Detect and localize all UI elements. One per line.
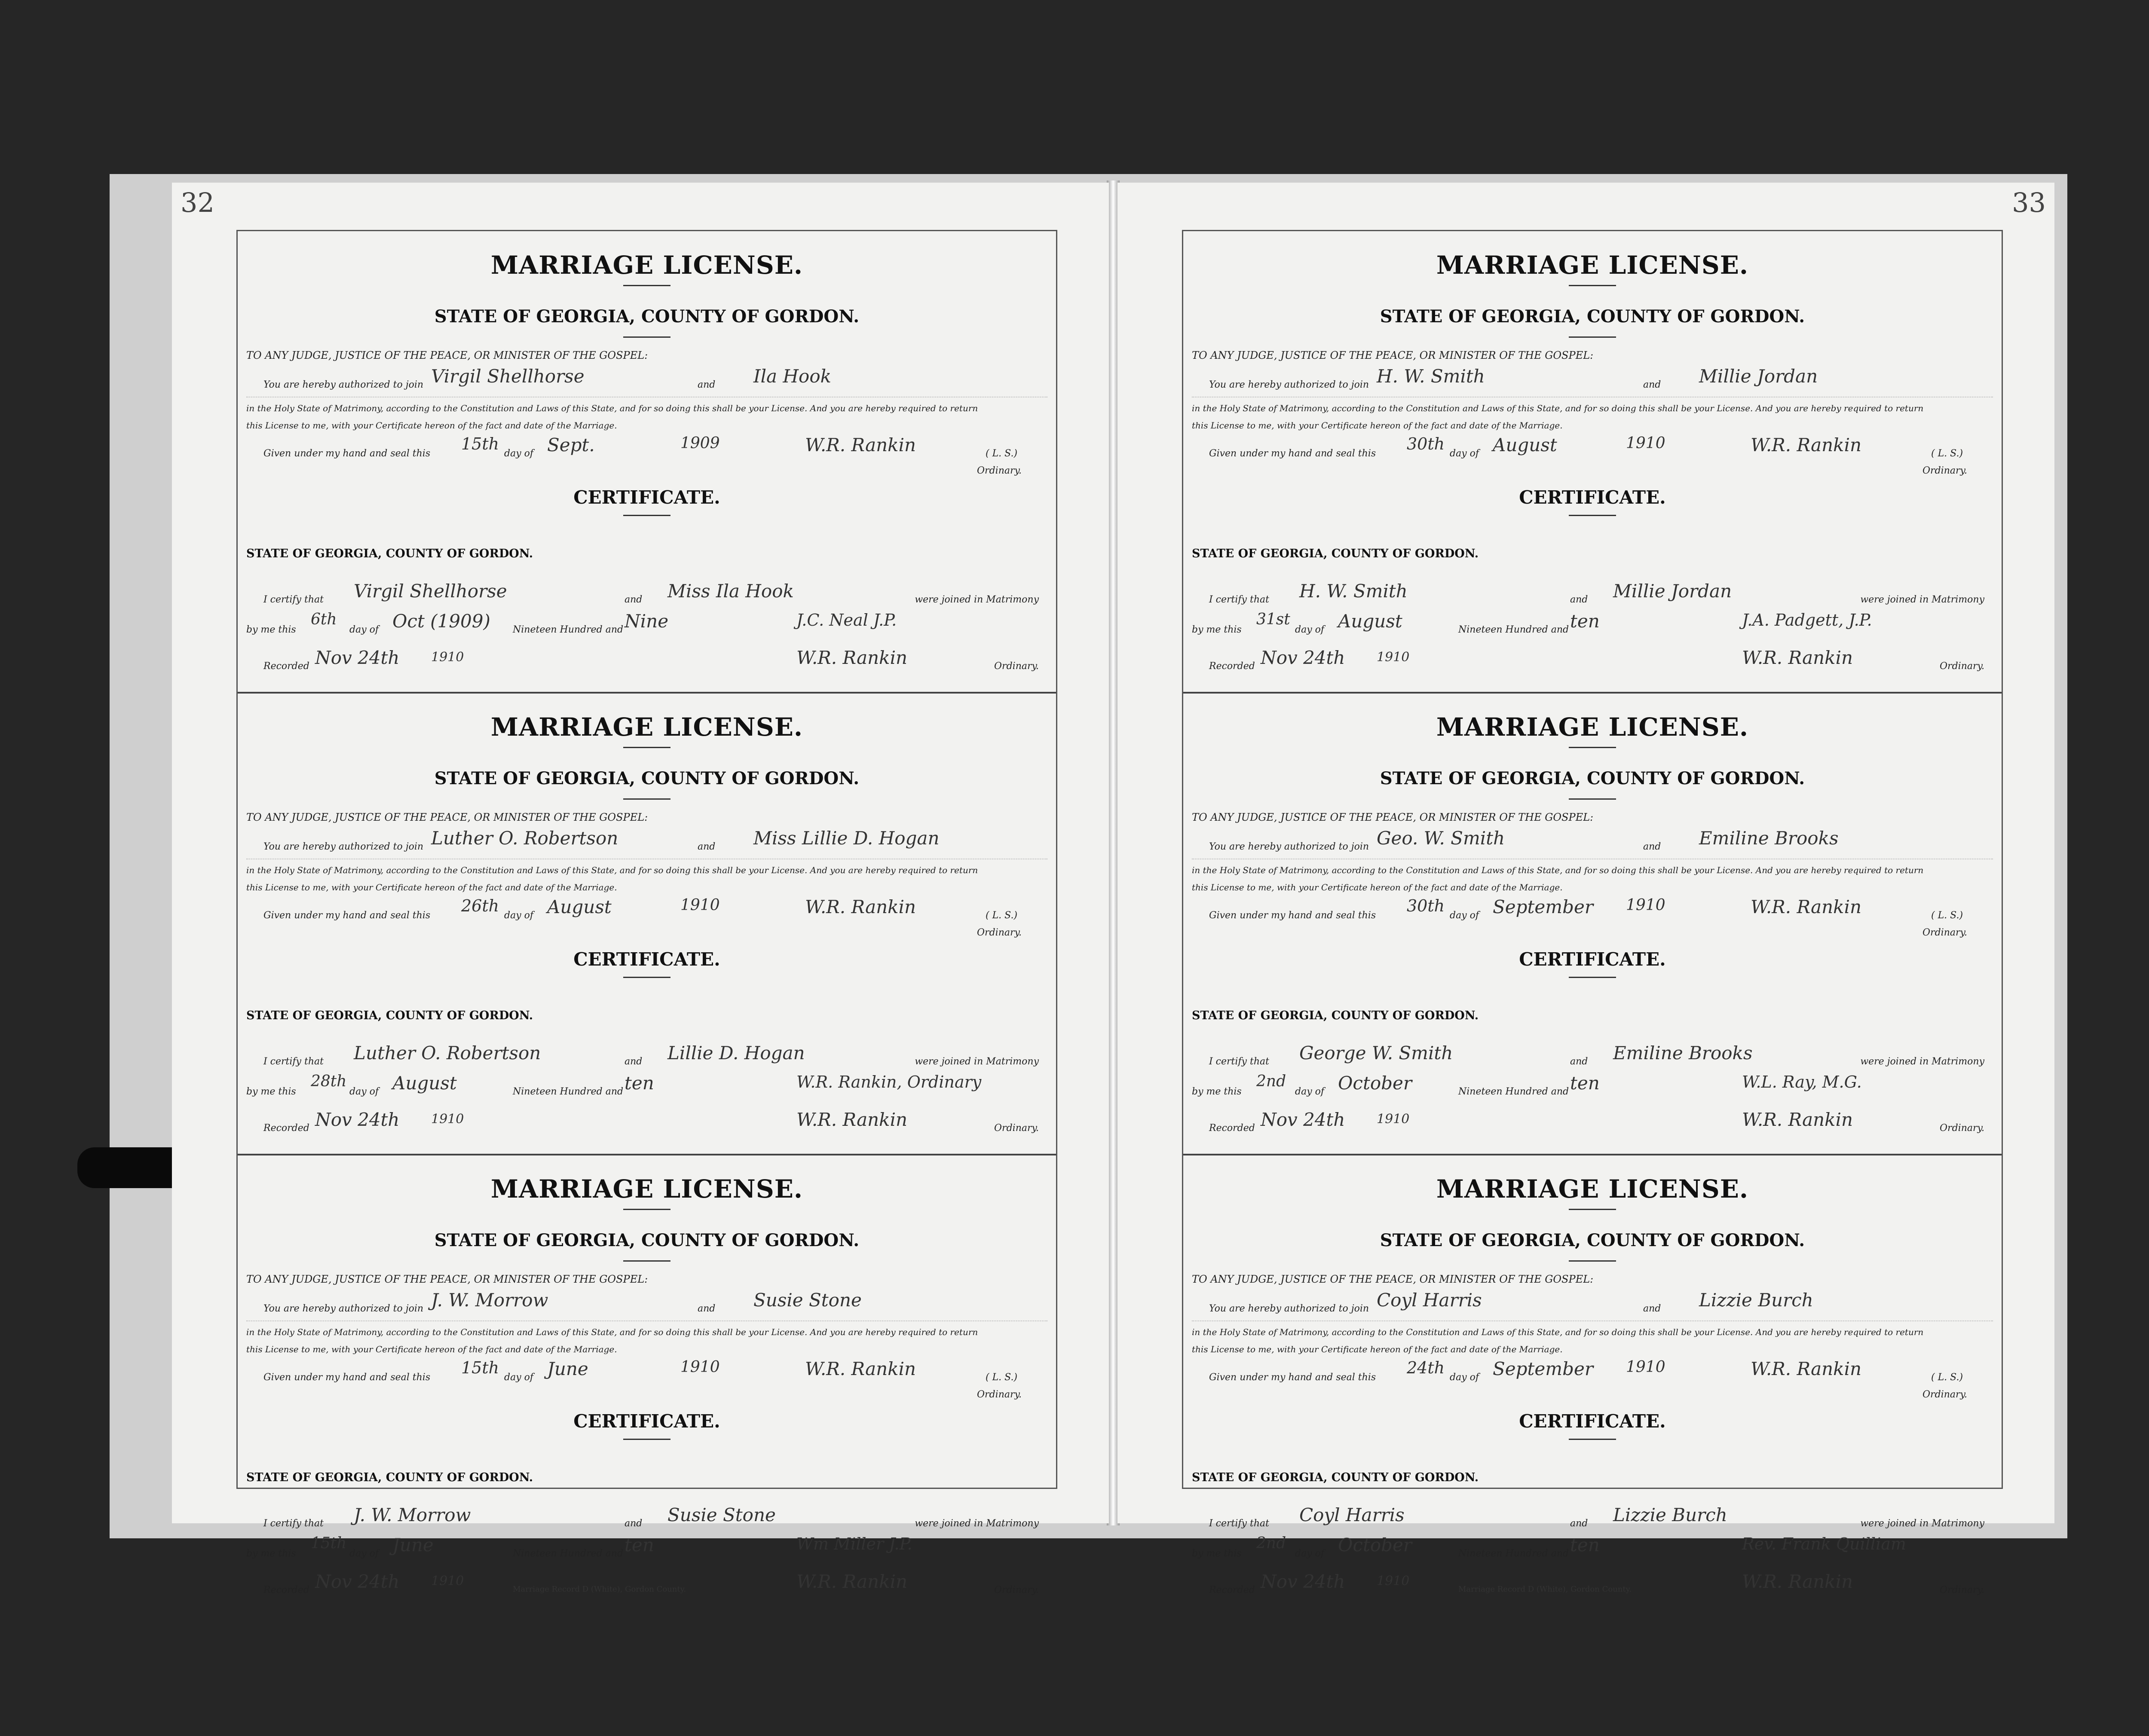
certify-text: I certify that: [1209, 1056, 1269, 1067]
certificate-year-word: ten: [1570, 1534, 1600, 1556]
certificate-month: August: [1338, 611, 1402, 632]
nineteen-hundred-text: Nineteen Hundred and: [1458, 624, 1569, 635]
certificate-year-word: ten: [1570, 611, 1600, 632]
certificate-title: CERTIFICATE.: [1519, 949, 1666, 970]
and-text: and: [1643, 841, 1661, 852]
license-entry: [1183, 693, 2002, 1153]
certificate-state-header: STATE OF GEORGIA, COUNTY OF GORDON.: [1192, 1471, 1479, 1484]
day-of-text: day of: [504, 910, 534, 921]
certificate-month: October: [1338, 1073, 1412, 1094]
groom-name: H. W. Smith: [1377, 366, 1485, 387]
ls-seal-text: ( L. S.): [1931, 910, 1963, 921]
certificate-year-word: ten: [1570, 1073, 1600, 1094]
ordinary-label: Ordinary.: [1922, 465, 1967, 476]
state-header: STATE OF GEORGIA, COUNTY OF GORDON.: [434, 1230, 860, 1250]
license-title: MARRIAGE LICENSE.: [490, 251, 803, 280]
license-month: August: [1493, 434, 1557, 455]
recorded-signature: W.R. Rankin: [1742, 1571, 1853, 1592]
groom-name: J. W. Morrow: [431, 1290, 548, 1311]
joined-text: were joined in Matrimony: [915, 1056, 1039, 1067]
right-page-forms: [1182, 230, 2003, 1595]
bride-name: Emiline Brooks: [1699, 828, 1839, 849]
certificate-state-header: STATE OF GEORGIA, COUNTY OF GORDON.: [246, 1471, 533, 1484]
groom-name: Luther O. Robertson: [431, 828, 618, 849]
certificate-rule: [623, 1439, 670, 1440]
title-rule: [623, 1209, 670, 1210]
state-header: STATE OF GEORGIA, COUNTY OF GORDON.: [434, 768, 860, 789]
day-of-text: day of: [1450, 1372, 1479, 1383]
authorized-text: You are hereby authorized to join: [1209, 841, 1369, 852]
title-rule: [623, 747, 670, 748]
recorded-year: 1910: [1377, 1112, 1410, 1127]
certify-text: I certify that: [1209, 594, 1269, 605]
ordinary-label: Ordinary.: [1940, 1123, 1984, 1134]
license-month: September: [1493, 896, 1593, 917]
certificate-groom: Luther O. Robertson: [354, 1042, 541, 1064]
by-me-text: by me this: [246, 1548, 296, 1559]
certificate-state-header: STATE OF GEORGIA, COUNTY OF GORDON.: [1192, 547, 1479, 560]
ordinary-label: Ordinary.: [977, 927, 1022, 938]
ls-seal-text: ( L. S.): [986, 910, 1018, 921]
joined-text: were joined in Matrimony: [1860, 1518, 1984, 1529]
to-any-judge-text: TO ANY JUDGE, JUSTICE OF THE PEACE, OR MINISTER OF THE GOSPEL:: [246, 1273, 648, 1285]
certificate-bride: Emiline Brooks: [1613, 1042, 1753, 1064]
certificate-month: Oct (1909): [392, 611, 490, 632]
left-page-forms: [236, 230, 1057, 1595]
certificate-year-word: ten: [624, 1534, 654, 1556]
recorded-text: Recorded: [263, 1585, 309, 1595]
joined-text: were joined in Matrimony: [1860, 1056, 1984, 1067]
license-day: 30th: [1407, 896, 1445, 915]
and-text: and: [698, 1303, 716, 1314]
certificate-day: 2nd: [1256, 1073, 1286, 1090]
certificate-title: CERTIFICATE.: [1519, 1411, 1666, 1432]
certificate-day: 2nd: [1256, 1534, 1286, 1552]
title-rule: [623, 285, 670, 286]
certificate-year-word: Nine: [624, 611, 669, 632]
recorded-signature: W.R. Rankin: [796, 1571, 908, 1592]
authorized-text: You are hereby authorized to join: [1209, 379, 1369, 390]
day-of-text: day of: [1295, 1086, 1325, 1097]
license-year: 1910: [680, 896, 720, 914]
license-month: August: [547, 896, 612, 917]
by-me-text: by me this: [246, 624, 296, 635]
ls-seal-text: ( L. S.): [1931, 448, 1963, 459]
given-text: Given under my hand and seal this: [1209, 910, 1376, 921]
certify-text: I certify that: [263, 1056, 324, 1067]
certificate-title: CERTIFICATE.: [573, 949, 720, 970]
and-text: and: [1643, 379, 1661, 390]
recorded-text: Recorded: [263, 661, 309, 672]
license-return-text: this License to me, with your Certificate hereon of the fact and date of the Marriage.: [1192, 1344, 1563, 1354]
state-rule: [623, 1260, 670, 1262]
left-page: [172, 183, 1109, 1595]
license-entry: [238, 231, 1056, 691]
ordinary-label: Ordinary.: [1940, 1585, 1984, 1595]
recorded-date: Nov 24th: [315, 1109, 400, 1130]
officiant-signature: W.L. Ray, M.G.: [1742, 1073, 1862, 1091]
state-rule: [623, 798, 670, 800]
day-of-text: day of: [1450, 448, 1479, 459]
license-entry: [1183, 1155, 2002, 1615]
license-title: MARRIAGE LICENSE.: [1436, 1174, 1749, 1204]
certificate-year-word: ten: [624, 1073, 654, 1094]
page-number-left: 32: [181, 187, 214, 218]
ordinary-label: Ordinary.: [1922, 1389, 1967, 1400]
license-month: September: [1493, 1358, 1593, 1379]
license-return-text: this License to me, with your Certificate hereon of the fact and date of the Marriage.: [246, 420, 617, 431]
bride-name: Lizzie Burch: [1699, 1290, 1813, 1311]
license-year: 1910: [1626, 1358, 1665, 1376]
license-return-text: this License to me, with your Certificate hereon of the fact and date of the Marriage.: [246, 1344, 617, 1354]
to-any-judge-text: TO ANY JUDGE, JUSTICE OF THE PEACE, OR MINISTER OF THE GOSPEL:: [1192, 811, 1594, 823]
certificate-state-header: STATE OF GEORGIA, COUNTY OF GORDON.: [1192, 1009, 1479, 1022]
to-any-judge-text: TO ANY JUDGE, JUSTICE OF THE PEACE, OR MINISTER OF THE GOSPEL:: [1192, 1273, 1594, 1285]
officiant-signature: W.R. Rankin, Ordinary: [796, 1073, 982, 1091]
recorded-signature: W.R. Rankin: [1742, 647, 1853, 668]
state-header: STATE OF GEORGIA, COUNTY OF GORDON.: [1380, 1230, 1805, 1250]
recorded-year: 1910: [431, 1112, 464, 1127]
recorded-year: 1910: [431, 650, 464, 665]
state-rule: [1569, 798, 1616, 800]
to-any-judge-text: TO ANY JUDGE, JUSTICE OF THE PEACE, OR MINISTER OF THE GOSPEL:: [246, 349, 648, 361]
recorded-signature: W.R. Rankin: [1742, 1109, 1853, 1130]
certificate-bride: Lillie D. Hogan: [667, 1042, 805, 1064]
license-month: June: [547, 1358, 588, 1379]
certificate-rule: [623, 977, 670, 978]
day-of-text: day of: [349, 624, 379, 635]
state-header: STATE OF GEORGIA, COUNTY OF GORDON.: [1380, 306, 1805, 327]
state-rule: [1569, 1260, 1616, 1262]
joined-text: were joined in Matrimony: [915, 1518, 1039, 1529]
given-text: Given under my hand and seal this: [1209, 1372, 1376, 1383]
title-rule: [1569, 285, 1616, 286]
license-day: 26th: [461, 896, 499, 915]
ls-seal-text: ( L. S.): [986, 448, 1018, 459]
certificate-groom: J. W. Morrow: [354, 1504, 471, 1525]
holy-state-text: in the Holy State of Matrimony, according to the Constitution and Laws of this State, and for so doing this shall be your License. And you are hereby required to return: [1192, 865, 1924, 875]
ordinary-signature: W.R. Rankin: [1751, 896, 1862, 917]
authorized-text: You are hereby authorized to join: [1209, 1303, 1369, 1314]
ordinary-label: Ordinary.: [994, 1123, 1039, 1134]
license-title: MARRIAGE LICENSE.: [1436, 712, 1749, 742]
holy-state-text: in the Holy State of Matrimony, according to the Constitution and Laws of this State, and for so doing this shall be your License. And you are hereby required to return: [1192, 1327, 1924, 1337]
certificate-groom: Coyl Harris: [1299, 1504, 1405, 1525]
certificate-title: CERTIFICATE.: [573, 1411, 720, 1432]
ordinary-label: Ordinary.: [977, 465, 1022, 476]
ordinary-signature: W.R. Rankin: [1751, 434, 1862, 455]
groom-name: Virgil Shellhorse: [431, 366, 585, 387]
joined-text: were joined in Matrimony: [1860, 594, 1984, 605]
license-day: 15th: [461, 1358, 499, 1377]
and-text: and: [1570, 594, 1588, 605]
ordinary-signature: W.R. Rankin: [805, 896, 916, 917]
state-rule: [1569, 336, 1616, 338]
recorded-year: 1910: [1377, 650, 1410, 665]
license-day: 15th: [461, 434, 499, 453]
license-return-text: this License to me, with your Certificate hereon of the fact and date of the Marriage.: [1192, 882, 1563, 892]
certificate-bride: Lizzie Burch: [1613, 1504, 1727, 1525]
ls-seal-text: ( L. S.): [986, 1372, 1018, 1383]
bride-name: Ila Hook: [753, 366, 832, 387]
joined-text: were joined in Matrimony: [915, 594, 1039, 605]
recorded-text: Recorded: [1209, 1123, 1255, 1134]
groom-name: Coyl Harris: [1377, 1290, 1482, 1311]
certificate-month: June: [392, 1534, 434, 1556]
groom-name: Geo. W. Smith: [1377, 828, 1505, 849]
title-rule: [1569, 1209, 1616, 1210]
certificate-month: August: [392, 1073, 457, 1094]
and-text: and: [698, 841, 716, 852]
certificate-groom: H. W. Smith: [1299, 581, 1408, 602]
recorded-text: Recorded: [263, 1123, 309, 1134]
license-month: Sept.: [547, 434, 595, 455]
license-title: MARRIAGE LICENSE.: [490, 1174, 803, 1204]
by-me-text: by me this: [1192, 1086, 1242, 1097]
given-text: Given under my hand and seal this: [263, 1372, 431, 1383]
recorded-date: Nov 24th: [1261, 1109, 1345, 1130]
license-year: 1910: [1626, 896, 1665, 914]
certificate-rule: [1569, 977, 1616, 978]
license-year: 1909: [680, 434, 720, 452]
and-text: and: [698, 379, 716, 390]
certificate-bride: Millie Jordan: [1613, 581, 1732, 602]
license-day: 30th: [1407, 434, 1445, 453]
title-rule: [1569, 747, 1616, 748]
ordinary-signature: W.R. Rankin: [1751, 1358, 1862, 1379]
ls-seal-text: ( L. S.): [1931, 1372, 1963, 1383]
license-title: MARRIAGE LICENSE.: [490, 712, 803, 742]
certificate-month: October: [1338, 1534, 1412, 1556]
certificate-title: CERTIFICATE.: [573, 487, 720, 508]
given-text: Given under my hand and seal this: [263, 448, 431, 459]
recorded-date: Nov 24th: [1261, 1571, 1345, 1592]
state-rule: [623, 336, 670, 338]
nineteen-hundred-text: Nineteen Hundred and: [1458, 1548, 1569, 1559]
bride-name: Miss Lillie D. Hogan: [753, 828, 940, 849]
license-year: 1910: [680, 1358, 720, 1376]
bride-name: Susie Stone: [753, 1290, 862, 1311]
license-day: 24th: [1407, 1358, 1445, 1377]
ordinary-label: Ordinary.: [1940, 661, 1984, 672]
certificate-rule: [1569, 515, 1616, 516]
certificate-day: 28th: [311, 1073, 347, 1090]
and-text: and: [624, 1518, 643, 1529]
day-of-text: day of: [349, 1548, 379, 1559]
authorized-text: You are hereby authorized to join: [263, 841, 424, 852]
and-text: and: [1570, 1056, 1588, 1067]
holy-state-text: in the Holy State of Matrimony, according to the Constitution and Laws of this State, and for so doing this shall be your License. And you are hereby required to return: [1192, 403, 1924, 413]
state-header: STATE OF GEORGIA, COUNTY OF GORDON.: [1380, 768, 1805, 789]
record-footer-note: Marriage Record D (White), Gordon County.: [1458, 1585, 1632, 1594]
officiant-signature: Wm Miller J.P.: [796, 1534, 912, 1553]
certificate-groom: Virgil Shellhorse: [354, 581, 507, 602]
certificate-state-header: STATE OF GEORGIA, COUNTY OF GORDON.: [246, 547, 533, 560]
nineteen-hundred-text: Nineteen Hundred and: [1458, 1086, 1569, 1097]
holy-state-text: in the Holy State of Matrimony, according to the Constitution and Laws of this State, and for so doing this shall be your License. And you are hereby required to return: [246, 1327, 978, 1337]
recorded-signature: W.R. Rankin: [796, 1109, 908, 1130]
ruled-line: [246, 1320, 1047, 1321]
certificate-state-header: STATE OF GEORGIA, COUNTY OF GORDON.: [246, 1009, 533, 1022]
certificate-bride: Susie Stone: [667, 1504, 776, 1525]
recorded-text: Recorded: [1209, 661, 1255, 672]
nineteen-hundred-text: Nineteen Hundred and: [513, 624, 624, 635]
authorized-text: You are hereby authorized to join: [263, 1303, 424, 1314]
and-text: and: [1570, 1518, 1588, 1529]
recorded-year: 1910: [1377, 1574, 1410, 1589]
certify-text: I certify that: [263, 1518, 324, 1529]
certificate-groom: George W. Smith: [1299, 1042, 1453, 1064]
nineteen-hundred-text: Nineteen Hundred and: [513, 1548, 624, 1559]
day-of-text: day of: [504, 448, 534, 459]
by-me-text: by me this: [246, 1086, 296, 1097]
license-title: MARRIAGE LICENSE.: [1436, 251, 1749, 280]
certificate-day: 6th: [311, 611, 337, 628]
recorded-date: Nov 24th: [315, 647, 400, 668]
recorded-date: Nov 24th: [1261, 647, 1345, 668]
license-return-text: this License to me, with your Certificate hereon of the fact and date of the Marriage.: [246, 882, 617, 892]
to-any-judge-text: TO ANY JUDGE, JUSTICE OF THE PEACE, OR MINISTER OF THE GOSPEL:: [246, 811, 648, 823]
authorized-text: You are hereby authorized to join: [263, 379, 424, 390]
given-text: Given under my hand and seal this: [1209, 448, 1376, 459]
license-entry: [1183, 231, 2002, 691]
by-me-text: by me this: [1192, 624, 1242, 635]
page-number-right: 33: [2012, 187, 2046, 218]
certificate-title: CERTIFICATE.: [1519, 487, 1666, 508]
license-entry: [238, 1155, 1056, 1615]
to-any-judge-text: TO ANY JUDGE, JUSTICE OF THE PEACE, OR MINISTER OF THE GOSPEL:: [1192, 349, 1594, 361]
officiant-signature: J.C. Neal J.P.: [796, 611, 897, 630]
day-of-text: day of: [504, 1372, 534, 1383]
record-footer-note: Marriage Record D (White), Gordon County.: [513, 1585, 686, 1594]
day-of-text: day of: [1295, 1548, 1325, 1559]
holy-state-text: in the Holy State of Matrimony, according to the Constitution and Laws of this State, and for so doing this shall be your License. And you are hereby required to return: [246, 403, 978, 413]
license-year: 1910: [1626, 434, 1665, 452]
nineteen-hundred-text: Nineteen Hundred and: [513, 1086, 624, 1097]
ordinary-label: Ordinary.: [994, 661, 1039, 672]
recorded-signature: W.R. Rankin: [796, 647, 908, 668]
day-of-text: day of: [1295, 624, 1325, 635]
ordinary-label: Ordinary.: [977, 1389, 1022, 1400]
and-text: and: [624, 594, 643, 605]
ordinary-label: Ordinary.: [994, 1585, 1039, 1595]
certify-text: I certify that: [1209, 1518, 1269, 1529]
certificate-rule: [1569, 1439, 1616, 1440]
ruled-line: [1192, 1320, 1993, 1321]
right-page: [1117, 183, 2054, 1595]
state-header: STATE OF GEORGIA, COUNTY OF GORDON.: [434, 306, 860, 327]
day-of-text: day of: [1450, 910, 1479, 921]
ordinary-signature: W.R. Rankin: [805, 1358, 916, 1379]
license-entry: [238, 693, 1056, 1153]
license-return-text: this License to me, with your Certificate hereon of the fact and date of the Marriage.: [1192, 420, 1563, 431]
recorded-date: Nov 24th: [315, 1571, 400, 1592]
and-text: and: [624, 1056, 643, 1067]
and-text: and: [1643, 1303, 1661, 1314]
given-text: Given under my hand and seal this: [263, 910, 431, 921]
recorded-text: Recorded: [1209, 1585, 1255, 1595]
officiant-signature: J.A. Padgett, J.P.: [1742, 611, 1872, 630]
certificate-day: 15th: [311, 1534, 347, 1552]
bride-name: Millie Jordan: [1699, 366, 1818, 387]
certificate-day: 31st: [1256, 611, 1290, 628]
certify-text: I certify that: [263, 594, 324, 605]
by-me-text: by me this: [1192, 1548, 1242, 1559]
ordinary-label: Ordinary.: [1922, 927, 1967, 938]
certificate-bride: Miss Ila Hook: [667, 581, 794, 602]
officiant-signature: Rev. Frank Quilliam: [1742, 1534, 1906, 1553]
day-of-text: day of: [349, 1086, 379, 1097]
holy-state-text: in the Holy State of Matrimony, according to the Constitution and Laws of this State, and for so doing this shall be your License. And you are hereby required to return: [246, 865, 978, 875]
recorded-year: 1910: [431, 1574, 464, 1589]
certificate-rule: [623, 515, 670, 516]
ordinary-signature: W.R. Rankin: [805, 434, 916, 455]
